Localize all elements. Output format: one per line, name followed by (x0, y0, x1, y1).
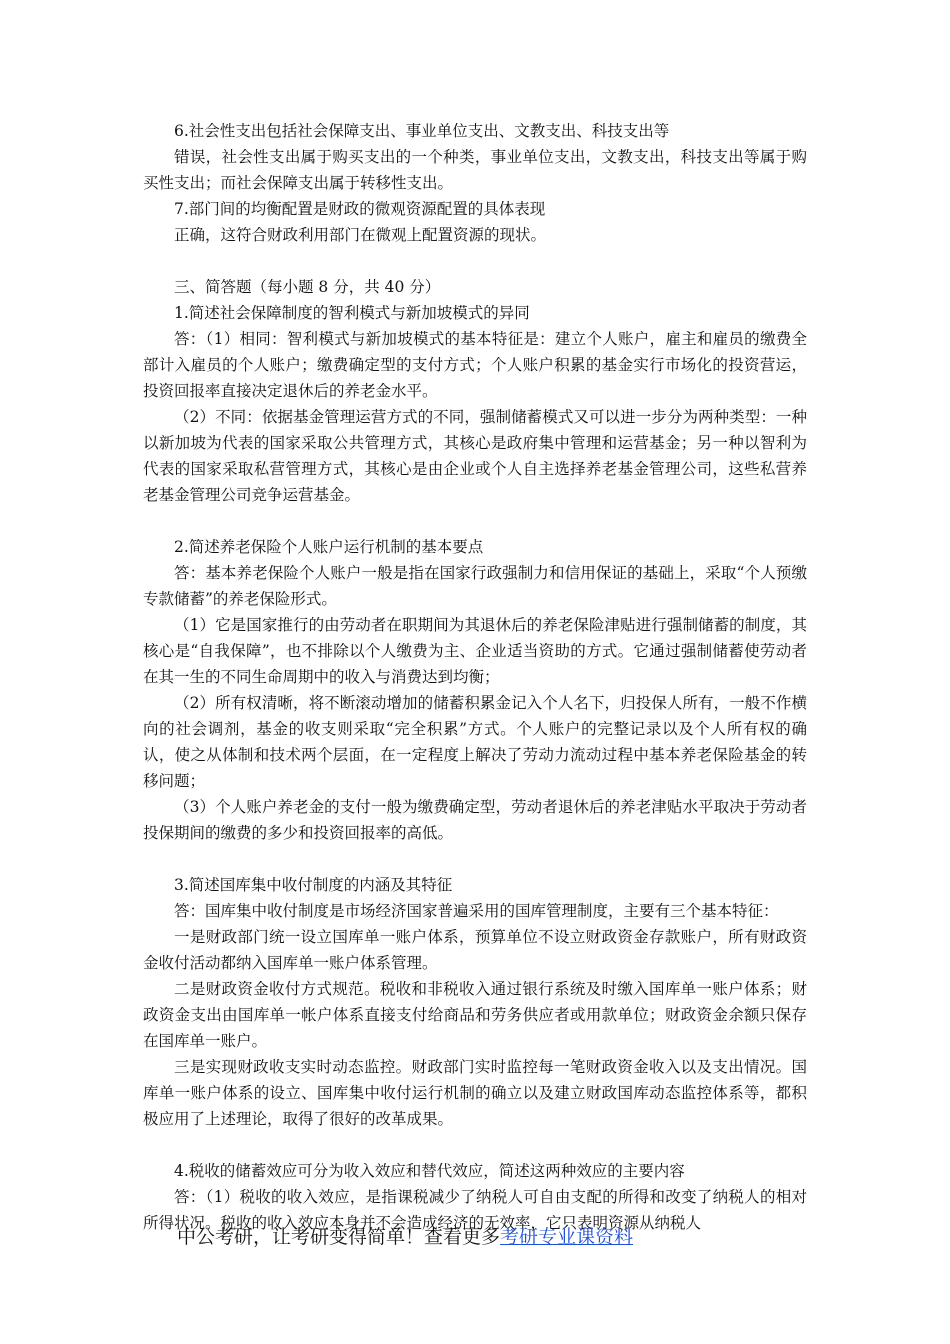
paragraph: 1.简述社会保障制度的智利模式与新加坡模式的异同 (174, 304, 530, 322)
paragraph-gap (143, 248, 807, 274)
paragraph: （2）所有权清晰，将不断滚动增加的储蓄积累金记入个人名下，归投保人所有，一般不作横向的社会调剂，基金的收支则采取“完全积累”方式。个人账户的完整记录以及个人所有权的确认，使之从体制和技术两个层面，在一定程度上解决了劳动力流动过程中基本养老保险基金的转移问题； (143, 694, 807, 790)
paragraph: 答：国库集中收付制度是市场经济国家普遍采用的国库管理制度，主要有三个基本特征： (174, 902, 779, 920)
paragraph: 二是财政资金收付方式规范。税收和非税收入通过银行系统及时缴入国库单一账户体系；财政资金支出由国库单一帐户体系直接支付给商品和劳务供应者或用款单位；财政资金余额只保存在国库单一账户。 (143, 980, 807, 1050)
paragraph: 6.社会性支出包括社会保障支出、事业单位支出、文教支出、科技支出等 (174, 122, 670, 140)
page-footer (177, 1222, 633, 1252)
paragraph: 3.简述国库集中收付制度的内涵及其特征 (174, 876, 453, 894)
paragraph: （2）不同：依据基金管理运营方式的不同，强制储蓄模式又可以进一步分为两种类型：一种以新加坡为代表的国家采取公共管理方式，其核心是政府集中管理和运营基金；另一种以智利为代表的国家采取私营管理方式，其核心是由企业或个人自主选择养老基金管理公司，这些私营养老基金管理公司竞争运营基金。 (143, 408, 807, 504)
paragraph: 一是财政部门统一设立国库单一账户体系，预算单位不设立财政资金存款账户，所有财政资金收付活动都纳入国库单一账户体系管理。 (143, 928, 807, 972)
paragraph: 答：基本养老保险个人账户一般是指在国家行政强制力和信用保证的基础上，采取“个人预缴专款储蓄”的养老保险形式。 (143, 564, 807, 608)
paragraph: （1）它是国家推行的由劳动者在职期间为其退休后的养老保险津贴进行强制储蓄的制度，其核心是“自我保障”，也不排除以个人缴费为主、企业适当资助的方式。它通过强制储蓄使劳动者在其一生的不同生命周期中的收入与消费达到均衡； (143, 616, 807, 686)
paragraph: （3）个人账户养老金的支付一般为缴费确定型，劳动者退休后的养老津贴水平取决于劳动者投保期间的缴费的多少和投资回报率的高低。 (143, 798, 807, 842)
paragraph: 错误，社会性支出属于购买支出的一个种类，事业单位支出，文教支出，科技支出等属于购买性支出；而社会保障支出属于转移性支出。 (143, 148, 807, 192)
paragraph-gap (143, 1132, 807, 1158)
paragraph: 答：（1）相同：智利模式与新加坡模式的基本特征是：建立个人账户，雇主和雇员的缴费全部计入雇员的个人账户；缴费确定型的支付方式；个人账户积累的基金实行市场化的投资营运，投资回报率直接决定退休后的养老金水平。 (143, 330, 807, 400)
paragraph: 7.部门间的均衡配置是财政的微观资源配置的具体表现 (174, 200, 546, 218)
paragraph: 2.简述养老保险个人账户运行机制的基本要点 (174, 538, 484, 556)
paragraph-gap (143, 846, 807, 872)
paragraph: 答：（1）税收的收入效应，是指课税减少了纳税人可自由支配的所得和改变了纳税人的相对所得状况。税收的收入效应本身并不会造成经济的无效率，它只表明资源从纳税人 (143, 1188, 807, 1232)
paragraph: 三、简答题（每小题 8 分，共 40 分） (174, 278, 441, 296)
paragraph: 4.税收的储蓄效应可分为收入效应和替代效应，简述这两种效应的主要内容 (174, 1162, 685, 1180)
footer-link[interactable]: 考研专业课资料 (500, 1226, 634, 1248)
paragraph: 正确，这符合财政利用部门在微观上配置资源的现状。 (174, 226, 547, 244)
document-body (143, 118, 807, 1236)
paragraph: 三是实现财政收支实时动态监控。财政部门实时监控每一笔财政资金收入以及支出情况。国库单一账户体系的设立、国库集中收付运行机制的确立以及建立财政国库动态监控体系等，都积极应用了上述理论，取得了很好的改革成果。 (143, 1058, 807, 1128)
footer-text: 中公考研，让考研变得简单！查看更多 (177, 1226, 501, 1248)
paragraph-gap (143, 508, 807, 534)
